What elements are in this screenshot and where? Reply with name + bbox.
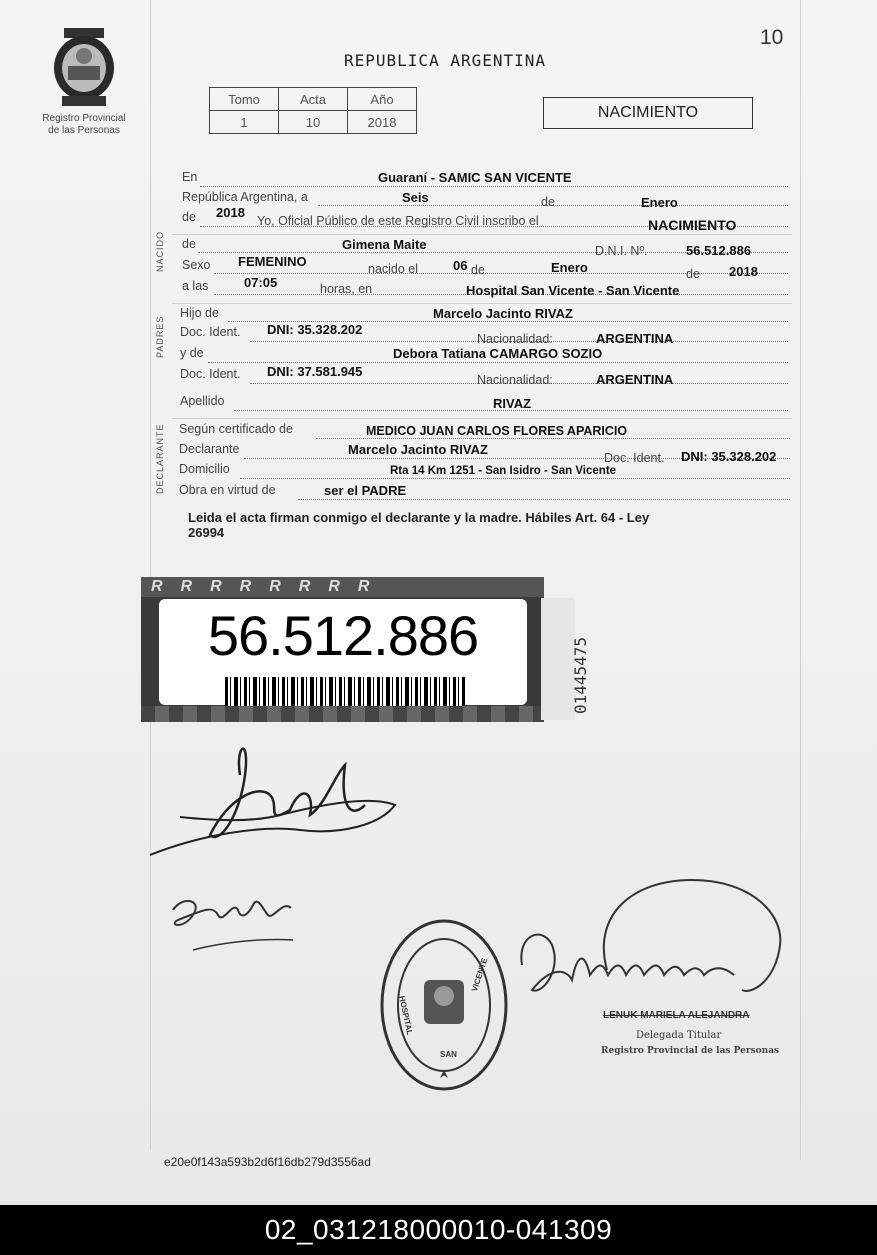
- nac2-label: Nacionalidad:: [477, 373, 553, 387]
- nacido-label: nacido el: [368, 262, 419, 276]
- table-header: Acta: [279, 88, 348, 111]
- mother-doc-value: DNI: 37.581.945: [267, 364, 363, 379]
- pattern-band-bottom: [141, 706, 544, 722]
- child-name-value: Gimena Maite: [342, 237, 427, 252]
- de4-label: de: [686, 267, 700, 281]
- hijo-label: Hijo de: [180, 306, 219, 320]
- logo-caption-line2: de las Personas: [48, 125, 120, 136]
- section-label-nacido: NACIDO: [155, 230, 165, 272]
- place-value: Guaraní - SAMIC SAN VICENTE: [378, 170, 572, 185]
- seal-inner-bottom: SAN: [440, 1050, 457, 1059]
- official-office: Registro Provincial de las Personas: [601, 1046, 780, 1056]
- dotted-line: [200, 186, 788, 187]
- official-role: Delegada Titular: [636, 1030, 722, 1041]
- table-header: Año: [348, 88, 417, 111]
- birth-month-value: Enero: [551, 260, 588, 275]
- hora-value: 07:05: [244, 275, 278, 290]
- declarant-name-value: Marcelo Jacinto RIVAZ: [348, 442, 488, 457]
- dotted-line: [298, 499, 790, 500]
- registered-pattern-band: RRRRRRRR: [141, 577, 544, 597]
- table-header: Tomo: [210, 88, 279, 111]
- seal-inner-right: VICENTE: [470, 957, 490, 993]
- father-doc-value: DNI: 35.328.202: [267, 322, 363, 337]
- de3-label: de: [471, 263, 485, 277]
- inscribo-value: NACIMIENTO: [648, 217, 737, 233]
- sexo-value: FEMENINO: [238, 254, 307, 269]
- doc3-label: Doc. Ident.: [604, 451, 665, 465]
- surname-value: RIVAZ: [493, 396, 532, 411]
- dotted-line: [316, 438, 790, 439]
- father-nationality-value: ARGENTINA: [596, 331, 674, 346]
- closing-text-line1: Leida el acta firman conmigo el declarante y la madre. Hábiles Art. 64 - Ley: [188, 510, 650, 525]
- horas-label: horas, en: [320, 282, 373, 296]
- dotted-line: [208, 362, 788, 363]
- section-divider: [172, 234, 792, 235]
- obra-value: ser el PADRE: [324, 483, 407, 498]
- barcode-number: 56.512.886: [207, 604, 479, 667]
- provincial-seal-logo-icon: [48, 26, 120, 110]
- table-cell: 10: [279, 111, 348, 134]
- dotted-line: [214, 273, 788, 274]
- section-label-padres: PADRES: [155, 315, 165, 358]
- section-label-declarante: DECLARANTE: [155, 423, 165, 494]
- mother-signature-icon: [163, 880, 303, 955]
- declarant-signature-icon: [140, 735, 410, 865]
- inscribo-label: Yo, Oficial Público de este Registro Civil inscribo el: [257, 214, 539, 228]
- table-cell: 1: [210, 111, 279, 134]
- sexo-label: Sexo: [182, 258, 211, 272]
- record-type-box: NACIMIENTO: [543, 97, 753, 129]
- document-title: REPUBLICA ARGENTINA: [344, 51, 547, 70]
- mother-nationality-value: ARGENTINA: [596, 372, 674, 387]
- year-value: 2018: [216, 205, 245, 220]
- side-code: 01445475: [571, 636, 590, 714]
- father-name-value: Marcelo Jacinto RIVAZ: [433, 306, 573, 321]
- republica-label: República Argentina, a: [182, 190, 308, 204]
- declarant-doc-value: DNI: 35.328.202: [681, 449, 777, 464]
- left-margin-line: [150, 0, 151, 1150]
- table-cell: 2018: [348, 111, 417, 134]
- obra-label: Obra en virtud de: [179, 483, 276, 497]
- seal-inner-left: HOSPITAL: [397, 995, 415, 1036]
- footer-code: 02_031218000010-041309: [0, 1205, 877, 1255]
- registry-table: [209, 87, 417, 134]
- section-divider: [172, 303, 792, 304]
- right-margin-line: [800, 0, 801, 1160]
- yde-label: y de: [180, 346, 204, 360]
- mother-name-value: Debora Tatiana CAMARGO SOZIO: [393, 346, 603, 361]
- barcode-label: [159, 599, 527, 705]
- en-label: En: [182, 170, 198, 184]
- dni-value: 56.512.886: [686, 243, 752, 258]
- de-label: de: [541, 195, 555, 209]
- official-signature-icon: [512, 875, 787, 1015]
- doc2-label: Doc. Ident.: [180, 367, 241, 381]
- nombre-label: de: [182, 237, 196, 251]
- document-hash: e20e0f143a593b2d6f16db279d3556ad: [164, 1155, 371, 1169]
- logo-caption: [36, 113, 132, 137]
- certificado-label: Según certificado de: [179, 422, 293, 436]
- birth-year-value: 2018: [729, 264, 758, 279]
- nac1-label: Nacionalidad:: [477, 332, 553, 346]
- month-value: Enero: [641, 195, 678, 210]
- closing-text-line2: 26994: [188, 525, 225, 540]
- alas-label: a las: [182, 279, 209, 293]
- side-code-strip: [541, 598, 590, 720]
- birth-day-value: 06: [453, 258, 468, 273]
- doc1-label: Doc. Ident.: [180, 325, 241, 339]
- domicilio-value: Rta 14 Km 1251 - San Isidro - San Vicente: [390, 465, 617, 477]
- de2-label: de: [182, 210, 196, 224]
- official-seal-icon: [378, 918, 510, 1092]
- day-value: Seis: [402, 190, 429, 205]
- page-number: 10: [760, 26, 784, 49]
- lugar-value: Hospital San Vicente - San Vicente: [466, 283, 680, 298]
- declarante-label: Declarante: [179, 442, 240, 456]
- section-divider: [172, 418, 792, 419]
- dni-label: D.N.I. Nº.: [595, 244, 648, 258]
- dotted-line: [240, 478, 790, 479]
- apellido-label: Apellido: [180, 394, 225, 408]
- official-name: LENUK MARIELA ALEJANDRA: [603, 1010, 750, 1021]
- logo-caption-line1: Registro Provincial: [42, 113, 126, 124]
- domicilio-label: Domicilio: [179, 462, 230, 476]
- certificate-value: MEDICO JUAN CARLOS FLORES APARICIO: [366, 424, 628, 438]
- barcode-sticker: [141, 577, 544, 722]
